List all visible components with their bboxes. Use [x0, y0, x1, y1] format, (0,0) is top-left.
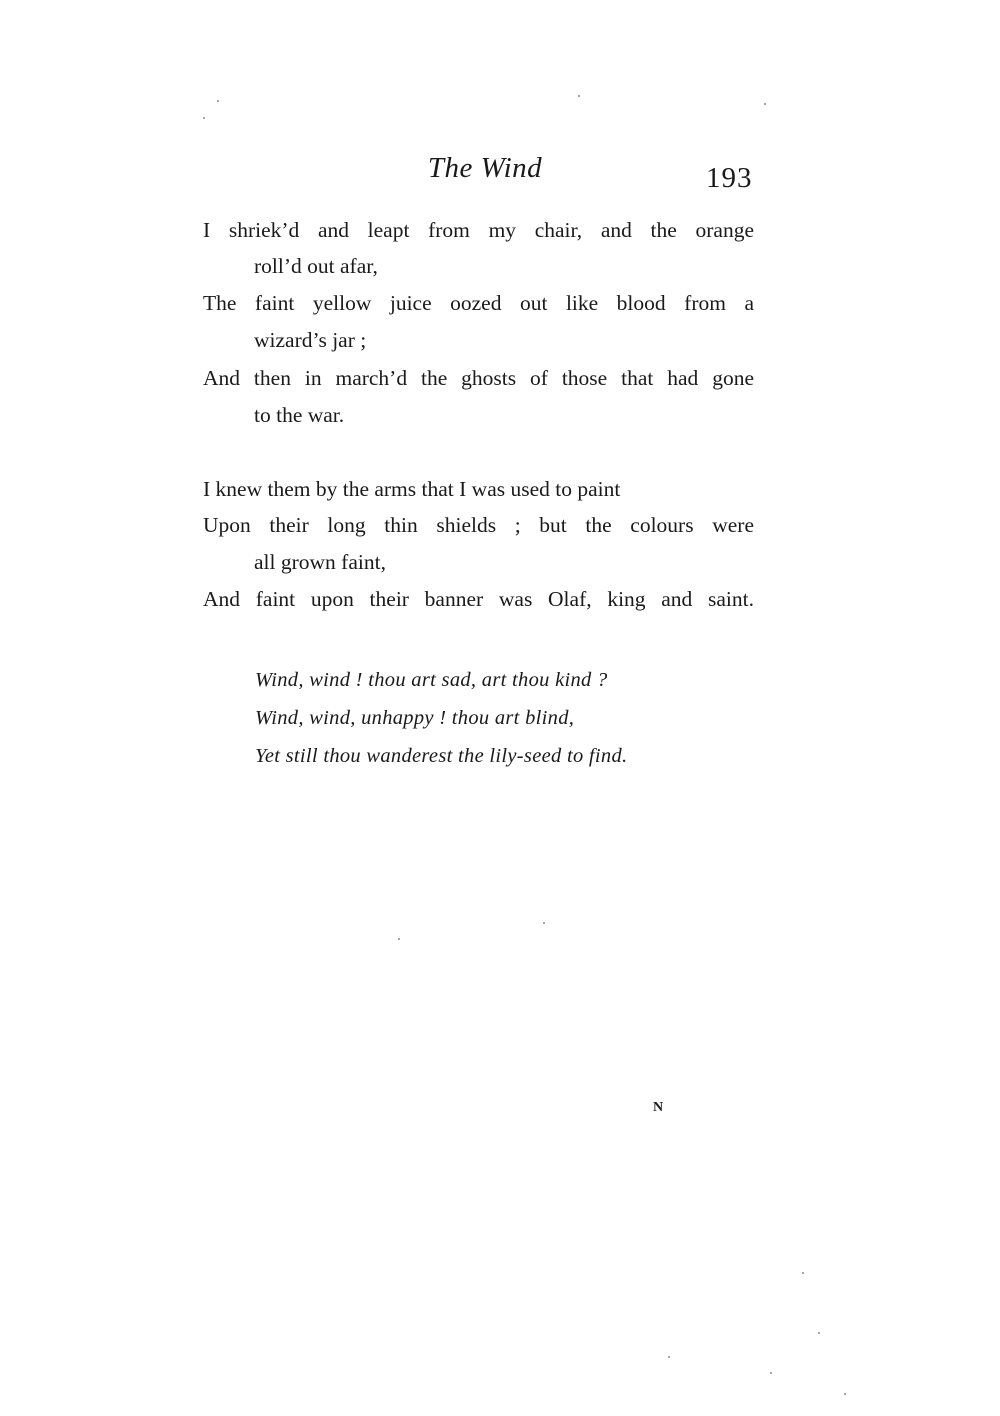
- poem-line: wizard’s jar ;: [254, 328, 367, 352]
- scan-speck: [398, 938, 400, 940]
- refrain-line: Wind, wind, unhappy ! thou art blind,: [255, 707, 575, 729]
- page-number: 193: [706, 162, 753, 194]
- scan-speck: [543, 922, 545, 924]
- scan-speck: [217, 100, 219, 102]
- scan-speck: [818, 1332, 820, 1334]
- scan-speck: [802, 1272, 804, 1274]
- scan-speck: [770, 1372, 772, 1374]
- poem-line: The faint yellow juice oozed out like blood from a: [203, 291, 754, 315]
- poem-line: And faint upon their banner was Olaf, king and saint.: [203, 587, 754, 611]
- running-title: The Wind: [427, 152, 543, 184]
- poem-line: all grown faint,: [254, 550, 386, 574]
- poem-line: I shriek’d and leapt from my chair, and the orange: [203, 218, 754, 242]
- refrain-line: Wind, wind ! thou art sad, art thou kind ?: [255, 669, 608, 691]
- poem-line: Upon their long thin shields ; but the colours were: [203, 513, 754, 537]
- poem-line: I knew them by the arms that I was used to paint: [203, 477, 621, 501]
- scan-speck: [844, 1393, 846, 1395]
- poem-line: to the war.: [254, 403, 345, 427]
- scan-speck: [203, 117, 205, 119]
- poem-line: And then in march’d the ghosts of those that had gone: [203, 366, 754, 390]
- scan-speck: [764, 103, 766, 105]
- poem-line: roll’d out afar,: [254, 254, 378, 278]
- scan-speck: [578, 95, 580, 97]
- scan-speck: [668, 1356, 670, 1358]
- refrain-line: Yet still thou wanderest the lily-seed to find.: [255, 745, 628, 767]
- signature-mark: N: [653, 1100, 664, 1115]
